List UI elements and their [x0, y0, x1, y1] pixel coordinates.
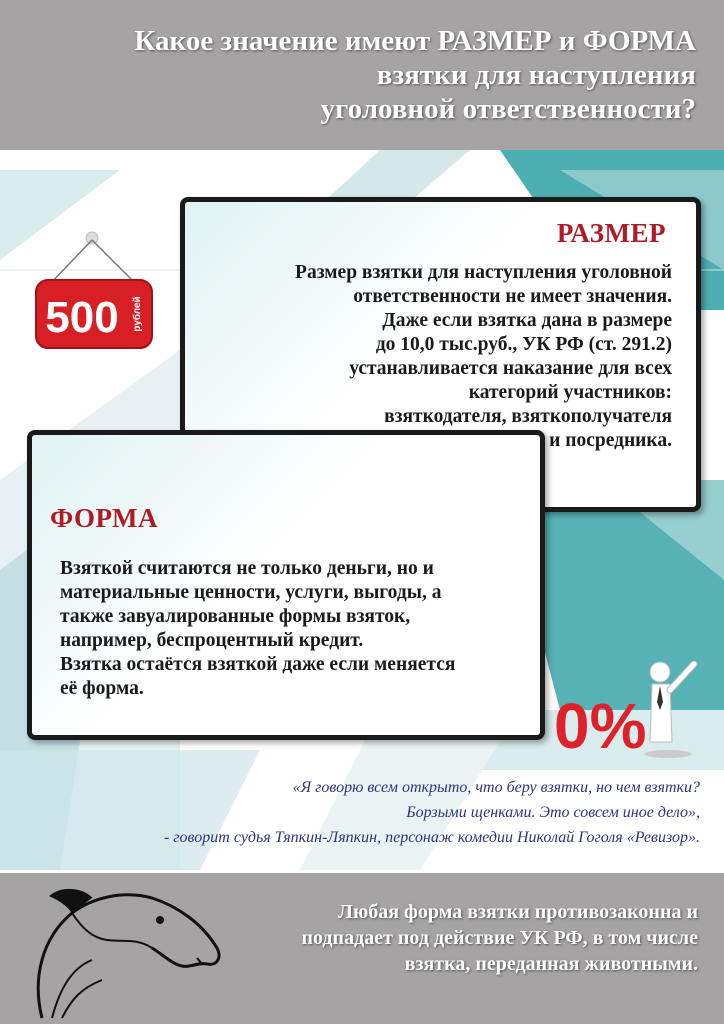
forma-line: материальные ценности, услуги, выгоды, а — [60, 582, 442, 603]
percent-text: 0% — [554, 690, 647, 760]
razmer-line: Даже если взятка дана в размере — [382, 310, 672, 331]
forma-line: Взятка остаётся взяткой даже если меняется — [60, 654, 456, 675]
title-line: уголовной ответственности? — [320, 93, 696, 125]
price-tag-500-icon — [30, 228, 160, 363]
title-line: Какое значение имеют РАЗМЕР и ФОРМА — [134, 25, 696, 57]
razmer-line: Размер взятки для наступления уголовной — [295, 262, 672, 283]
zero-percent-figure-icon — [548, 650, 708, 760]
razmer-line: и посредника. — [549, 430, 672, 451]
footer-line: взятка, переданная животными. — [404, 953, 698, 975]
forma-line: также завуалированные формы взяток, — [60, 606, 411, 627]
razmer-title: РАЗМЕР — [556, 218, 666, 248]
footer-line: Любая форма взятки противозаконна и — [338, 901, 698, 923]
razmer-line: ответственности не имеет значения. — [353, 286, 672, 307]
quote-line: «Я говорю всем открыто, что беру взятки, но чем взятки? — [292, 779, 700, 796]
forma-line: например, беспроцентный кредит. — [60, 630, 364, 651]
razmer-line: до 10,0 тыс.руб., УК РФ (ст. 291.2) — [375, 334, 672, 355]
badge-unit: рублей — [132, 296, 143, 332]
badge-number: 500 — [45, 293, 119, 342]
forma-line: Взяткой считаются не только деньги, но и — [60, 558, 434, 579]
forma-text — [60, 557, 530, 701]
gogol-quote — [20, 775, 700, 850]
razmer-line: категорий участников: — [468, 382, 672, 403]
quote-line: - говорит судья Тяпкин-Ляпкин, персонаж комедии Николай Гоголя «Ревизор». — [163, 829, 700, 846]
forma-line: её форма. — [60, 678, 144, 699]
forma-title: ФОРМА — [50, 503, 158, 533]
footer-statement — [178, 899, 698, 977]
forma-card — [27, 430, 545, 740]
title-line: взятки для наступления — [376, 59, 696, 91]
footer-line: подпадает под действие УК РФ, в том числе — [301, 927, 698, 949]
page-title — [16, 24, 696, 126]
razmer-text — [192, 261, 672, 453]
razmer-line: устанавливается наказание для всех — [349, 358, 672, 379]
quote-line: Борзыми щенками. Это совсем иное дело», — [406, 804, 700, 821]
razmer-line: взяткодателя, взяткополучателя — [384, 406, 672, 427]
